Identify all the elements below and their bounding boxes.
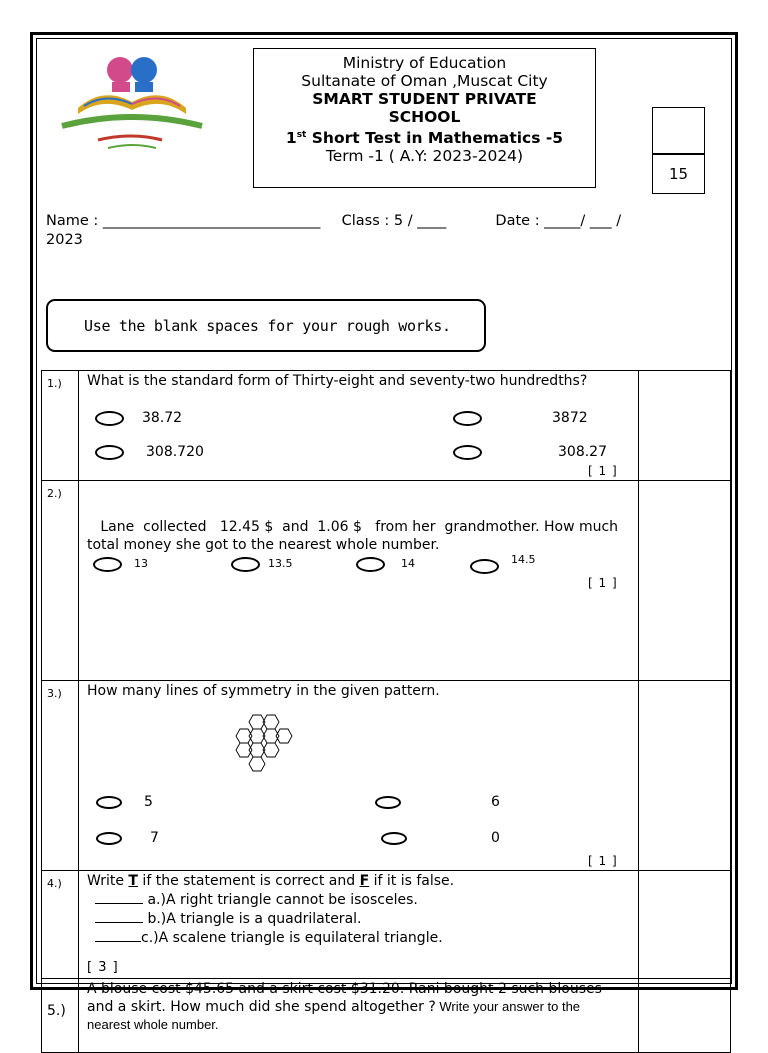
question-number: 3.)	[42, 681, 79, 871]
term-line: Term -1 ( A.Y: 2023-2024)	[325, 147, 524, 166]
answer-bubble[interactable]	[96, 796, 122, 809]
answer-blank[interactable]	[95, 890, 143, 904]
answer-bubble[interactable]	[96, 832, 122, 845]
option-label: 6	[491, 794, 500, 810]
option-label: 14.5	[511, 553, 536, 566]
score-box	[652, 107, 705, 154]
date-field[interactable]: Date : _____/ ___ /	[495, 213, 622, 229]
answer-bubble[interactable]	[93, 557, 122, 572]
answer-bubble[interactable]	[453, 411, 482, 426]
question-number: 1.)	[42, 371, 79, 481]
option-label: 38.72	[142, 410, 183, 426]
option-d[interactable]	[453, 443, 607, 461]
question-cell	[79, 979, 639, 1053]
answer-bubble[interactable]	[375, 796, 401, 809]
statement-c: c.)A scalene triangle is equilateral triangle.	[95, 928, 638, 947]
student-info-line	[46, 212, 726, 250]
option-label: 14	[401, 557, 415, 570]
statement-a: a.)A right triangle cannot be isosceles.	[95, 890, 638, 909]
option-c[interactable]	[96, 829, 159, 847]
question-text: Write T if the statement is correct and F if it is false.	[87, 873, 455, 889]
country-line: Sultanate of Oman ,Muscat City	[301, 72, 548, 90]
option-d[interactable]	[381, 829, 500, 847]
question-text: A blouse cost $45.65 and a skirt cost $31.20. Rani bought 2 such blouses and a skirt. How much did she spend altogether ? Write your answer to the nearest whole number.	[87, 981, 602, 1032]
question-marks: [ 3 ]	[87, 960, 119, 975]
exam-header	[253, 48, 596, 188]
option-label: 308.720	[146, 444, 204, 460]
option-label: 13.5	[268, 557, 293, 570]
option-b[interactable]	[453, 409, 588, 427]
questions-table	[41, 370, 731, 1053]
answer-bubble[interactable]	[453, 445, 482, 460]
option-b[interactable]	[375, 793, 500, 811]
question-marks: [ 1 ]	[588, 854, 618, 868]
answer-bubble[interactable]	[470, 559, 499, 574]
answer-bubble[interactable]	[356, 557, 385, 572]
question-number: 5.)	[42, 979, 79, 1053]
question-cell	[79, 871, 639, 979]
question-marks: [ 1 ]	[588, 576, 618, 590]
option-a[interactable]	[93, 555, 148, 573]
option-b[interactable]	[231, 555, 293, 573]
year-text: 2023	[46, 232, 83, 248]
question-row	[42, 871, 731, 979]
ministry-line: Ministry of Education	[342, 54, 507, 72]
question-marks: [ 1 ]	[588, 464, 618, 478]
school-logo-icon	[58, 48, 206, 158]
option-label: 7	[150, 830, 159, 846]
marks-cell	[639, 371, 731, 481]
question-number: 4.)	[42, 871, 79, 979]
rough-work-note: Use the blank spaces for your rough works.	[46, 299, 486, 352]
option-label: 308.27	[558, 444, 607, 460]
marks-cell	[639, 871, 731, 979]
school-name-line-2: SCHOOL	[388, 108, 461, 126]
option-a[interactable]	[96, 793, 153, 811]
question-row	[42, 371, 731, 481]
answer-bubble[interactable]	[231, 557, 260, 572]
question-cell	[79, 371, 639, 481]
question-number: 2.)	[42, 481, 79, 681]
question-text: How many lines of symmetry in the given pattern.	[87, 683, 440, 699]
school-name-line: SMART STUDENT PRIVATE	[312, 90, 537, 108]
option-label: 13	[134, 557, 148, 570]
option-label: 0	[491, 830, 500, 846]
option-c[interactable]	[356, 555, 415, 573]
name-field[interactable]: Name : ______________________________	[46, 213, 321, 229]
statement-b: b.)A triangle is a quadrilateral.	[95, 909, 638, 928]
marks-cell	[639, 979, 731, 1053]
class-field[interactable]: Class : 5 / ____	[341, 213, 447, 229]
option-c[interactable]	[95, 443, 204, 461]
total-score: 15	[652, 154, 705, 194]
answer-blank[interactable]	[95, 909, 143, 923]
question-cell	[79, 681, 639, 871]
question-cell	[79, 481, 639, 681]
question-text: Lane collected 12.45 $ and 1.06 $ from her grandmother. How much total money she got to the nearest whole number.	[87, 519, 627, 553]
answer-bubble[interactable]	[95, 445, 124, 460]
option-label: 5	[144, 794, 153, 810]
option-a[interactable]	[95, 409, 182, 427]
test-title: 1st Short Test in Mathematics -5	[285, 129, 564, 148]
answer-bubble[interactable]	[95, 411, 124, 426]
question-row	[42, 681, 731, 871]
marks-cell	[639, 681, 731, 871]
hexagon-pattern-icon	[229, 711, 293, 775]
answer-bubble[interactable]	[381, 832, 407, 845]
question-row	[42, 481, 731, 681]
marks-cell	[639, 481, 731, 681]
question-row	[42, 979, 731, 1053]
option-label: 3872	[552, 410, 588, 426]
answer-blank[interactable]	[95, 928, 141, 942]
question-text: What is the standard form of Thirty-eight and seventy-two hundredths?	[87, 373, 588, 389]
option-d[interactable]	[470, 553, 536, 575]
